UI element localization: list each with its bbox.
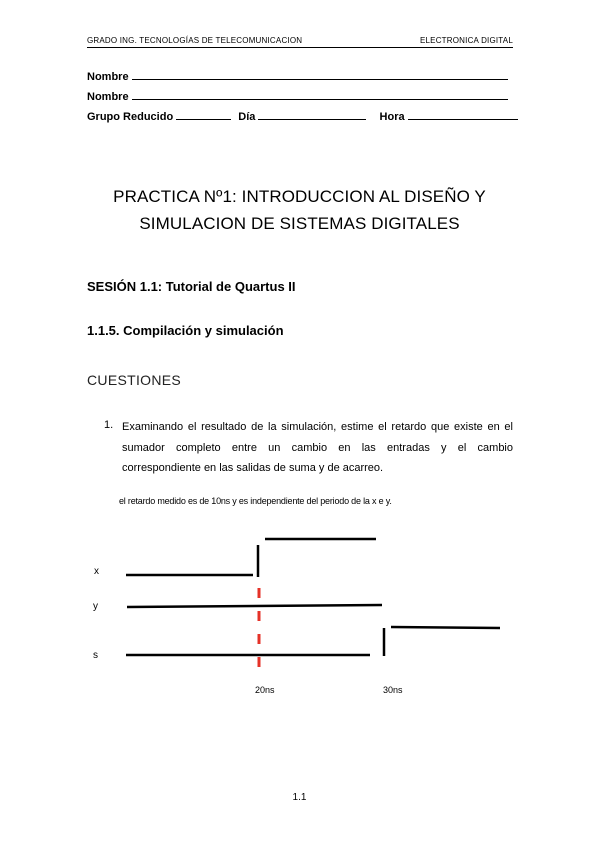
header-subject: ELECTRONICA DIGITAL (419, 36, 513, 45)
session-heading: SESIÓN 1.1: Tutorial de Quartus II (87, 279, 296, 294)
answer-text: el retardo medido es de 10ns y es independiente del periodo de la x e y. (119, 496, 392, 506)
signal-label-x: x (94, 566, 99, 577)
name-label-2: Nombre (87, 91, 129, 103)
page-number: 1.1 (292, 792, 307, 803)
signal-label-y: y (93, 601, 98, 612)
y-signal-line (127, 605, 382, 607)
group-label: Grupo Reducido (87, 111, 174, 123)
hour-label: Hora (379, 111, 405, 123)
time-label-20ns: 20ns (255, 685, 275, 695)
header-course-title: GRADO ING. TECNOLOGÍAS DE TELECOMUNICACION (87, 36, 303, 45)
time-label-30ns: 30ns (383, 685, 403, 695)
practice-title-line-1: PRACTICA Nº1: INTRODUCCION AL DISEÑO Y (113, 187, 486, 206)
subsection-heading: 1.1.5. Compilación y simulación (87, 323, 284, 338)
day-label: Día (238, 111, 256, 123)
s-high-segment (391, 627, 500, 628)
question-text: Examinando el resultado de la simulación, estime el retardo que existe en el sumador completo entre un cambio en las entradas y el cambio correspondiente en las salidas de suma y de acarreo. (122, 421, 513, 474)
practice-title-line-2: SIMULACION DE SISTEMAS DIGITALES (139, 214, 460, 233)
name-label-1: Nombre (87, 71, 129, 83)
questions-heading: CUESTIONES (87, 372, 182, 388)
signal-label-s: s (93, 650, 98, 661)
question-number: 1. (104, 419, 114, 431)
